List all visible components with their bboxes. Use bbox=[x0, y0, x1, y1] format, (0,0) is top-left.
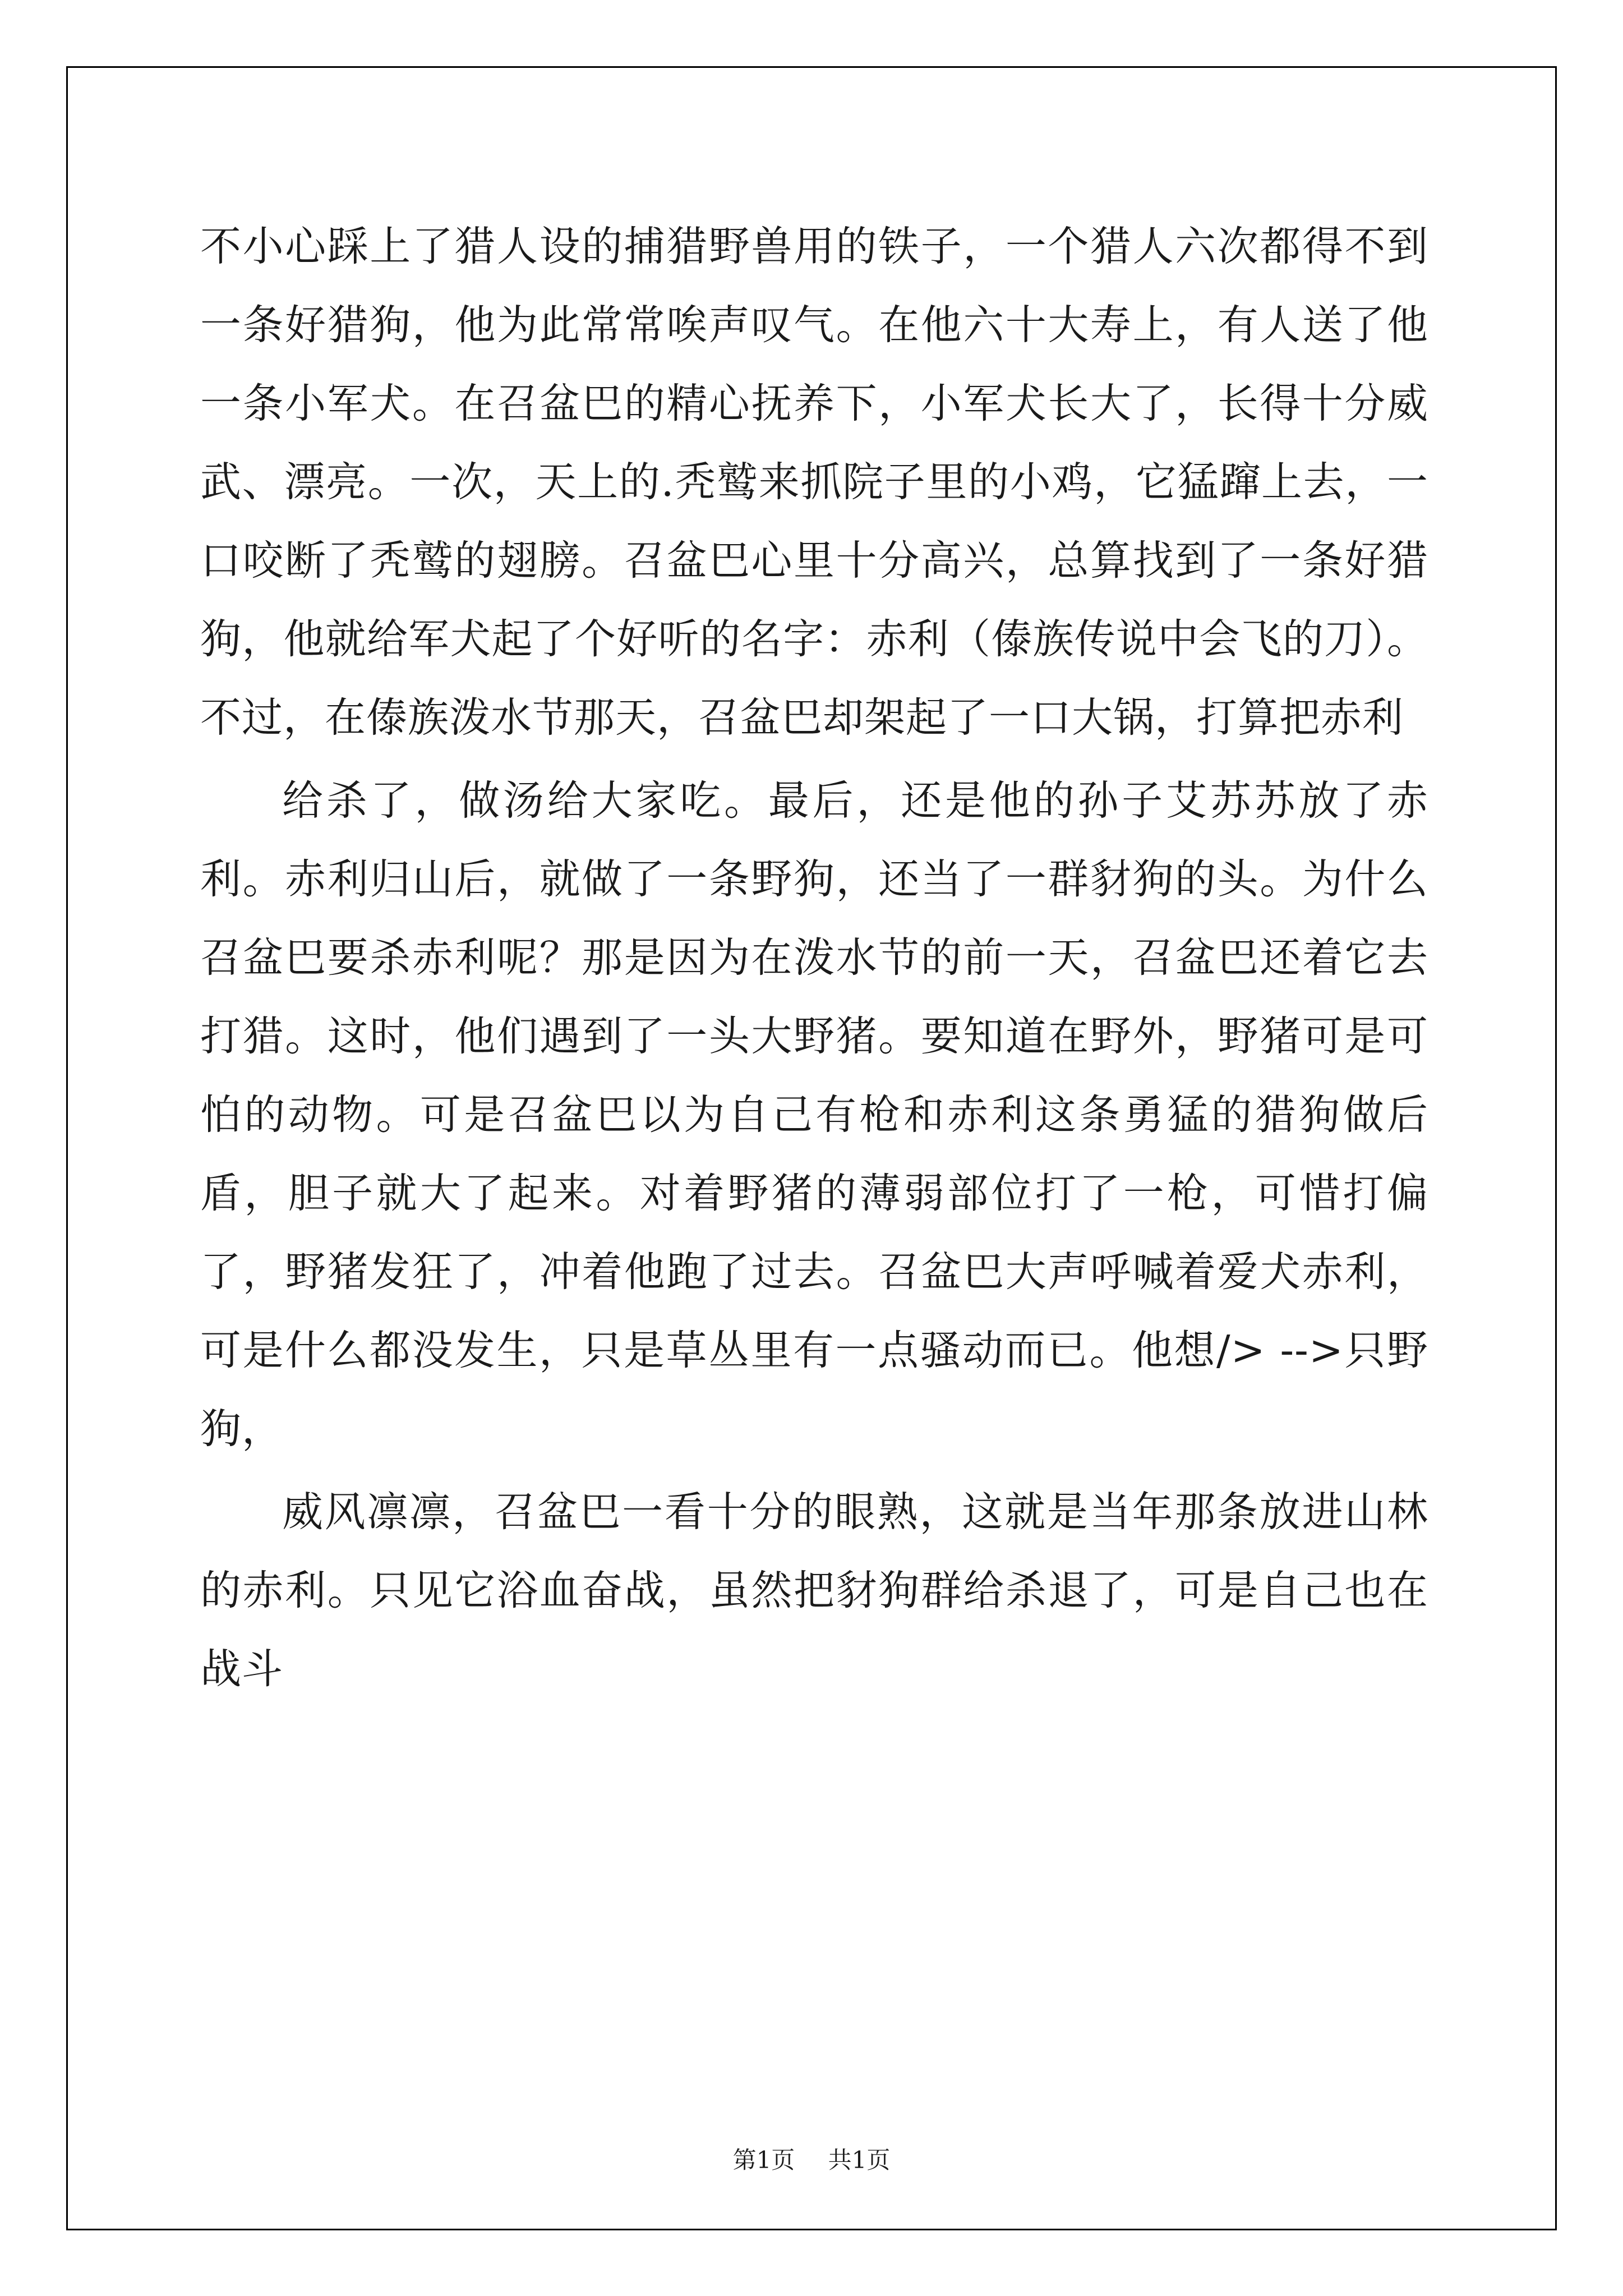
paragraph-2: 给杀了，做汤给大家吃。最后，还是他的孙子艾苏苏放了赤利。赤利归山后，就做了一条野狗，还当了一群豺狗的头。为什么召盆巴要杀赤利呢？那是因为在泼水节的前一天，召盆巴还着它去打猎。这时，他们遇到了一头大野猪。要知道在野外，野猪可是可怕的动物。可是召盆巴以为自己有枪和赤利这条勇猛的猎狗做后盾，胆子就大了起来。对着野猪的薄弱部位打了一枪，可惜打偏了，野猪发狂了，冲着他跑了过去。召盆巴大声呼喊着爱犬赤利，可是什么都没发生，只是草丛里有一点骚动而已。他想/> -->只野狗， bbox=[200, 777, 1428, 1453]
page-total: 共1页 bbox=[828, 2146, 891, 2174]
paragraph-1: 不小心踩上了猎人设的捕猎野兽用的铁子，一个猎人六次都得不到一条好猎狗，他为此常常唉声叹气。在他六十大寿上，有人送了他一条小军犬。在召盆巴的精心抚养下，小军犬长大了，长得十分威武、漂亮。一次，天上的.秃鹫来抓院子里的小鸡，它猛蹿上去，一口咬断了秃鹫的翅膀。召盆巴心里十分高兴，总算找到了一条好猎狗，他就给军犬起了个好听的名字：赤利（傣族传说中会飞的刀）。不过，在傣族泼水节那天，召盆巴却架起了一口大锅，打算把赤利 bbox=[200, 223, 1428, 742]
document-body bbox=[200, 208, 1428, 1709]
page-footer bbox=[0, 2142, 1623, 2175]
paragraph-3: 威风凛凛，召盆巴一看十分的眼熟，这就是当年那条放进山林的赤利。只见它浴血奋战，虽然把豺狗群给杀退了，可是自己也在战斗 bbox=[200, 1488, 1428, 1693]
page-number: 第1页 bbox=[732, 2146, 795, 2174]
